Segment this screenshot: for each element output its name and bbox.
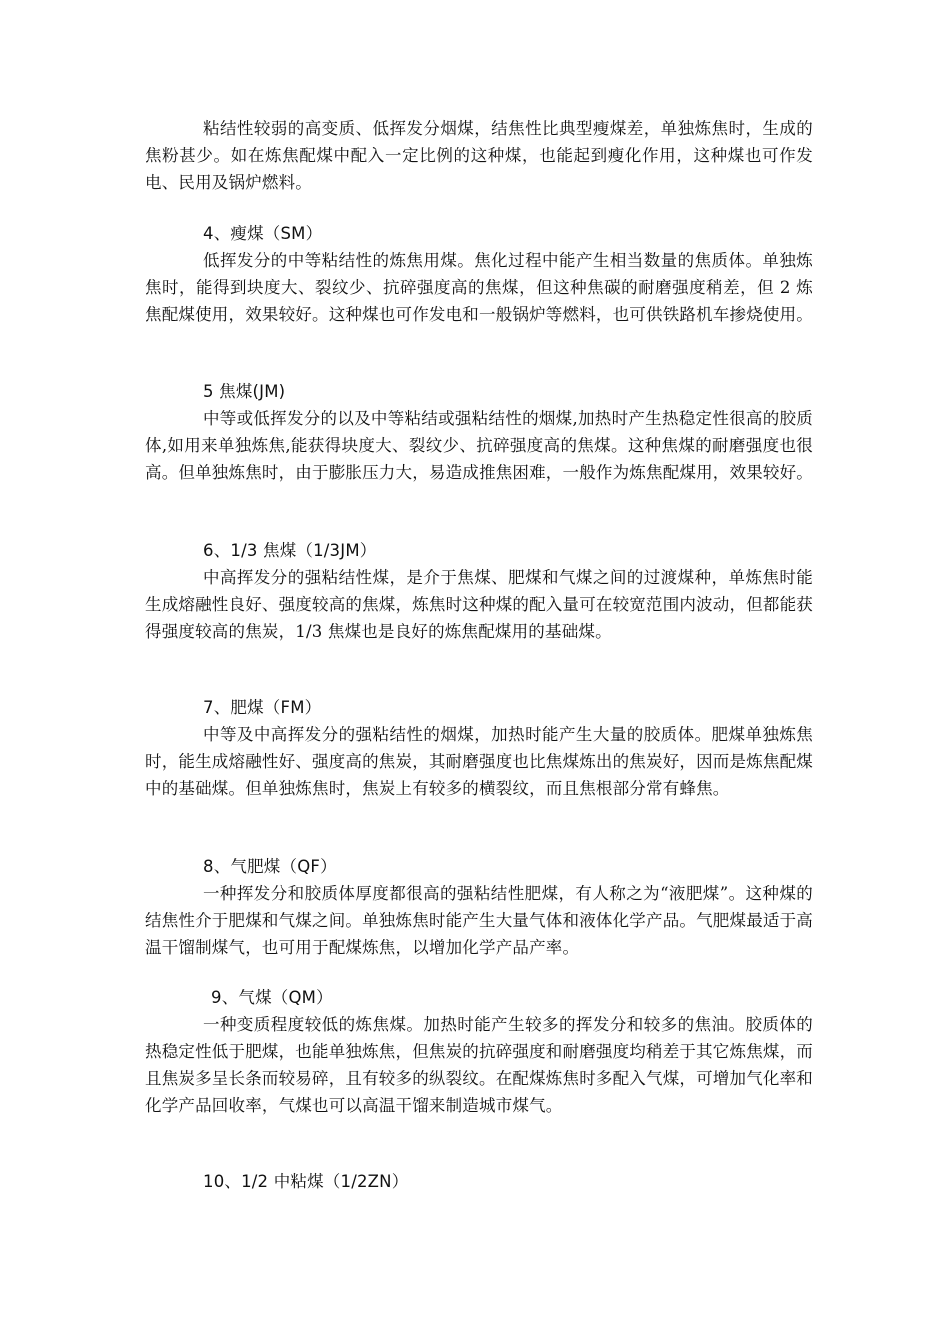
- section-heading: 7、肥煤（FM）: [203, 698, 322, 717]
- section-heading: 9、气煤（QM）: [211, 988, 333, 1007]
- section-paragraph: 一种挥发分和胶质体厚度都很高的强粘结性肥煤，有人称之为“液肥煤”。这种煤的结焦性介于肥煤和气煤之间。单独炼焦时能产生大量气体和液体化学产品。气肥煤最适于高温干馏制煤气，也可用于配煤炼焦，以增加化学产品产率。: [145, 884, 813, 957]
- section-one-third-coking-coal: [145, 537, 813, 645]
- section-paragraph: 中等及中高挥发分的强粘结性的烟煤，加热时能产生大量的胶质体。肥煤单独炼焦时，能生成熔融性好、强度高的焦炭，其耐磨强度也比焦煤炼出的焦炭好，因而是炼焦配煤中的基础煤。但单独炼焦时，焦炭上有较多的横裂纹，而且焦根部分常有蜂焦。: [145, 725, 813, 798]
- section-paragraph: 中等或低挥发分的以及中等粘结或强粘结性的烟煤,加热时产生热稳定性很高的胶质体,如用来单独炼焦,能获得块度大、裂纹少、抗碎强度高的焦煤。这种焦煤的耐磨强度也很高。但单独炼焦时，由于膨胀压力大，易造成推焦困难，一般作为炼焦配煤用，效果较好。: [145, 409, 813, 482]
- section-gas-coal: [145, 984, 813, 1119]
- section-heading: 8、气肥煤（QF）: [203, 857, 337, 876]
- section-paragraph: 低挥发分的中等粘结性的炼焦用煤。焦化过程中能产生相当数量的焦质体。单独炼焦时，能得到块度大、裂纹少、抗碎强度高的焦煤，但这种焦碳的耐磨强度稍差，但 2 炼焦配煤使用，效果较好。这种煤也可作发电和一般锅炉等燃料，也可供铁路机车掺烧使用。: [145, 251, 813, 324]
- section-heading: 5 焦煤(JM): [203, 382, 286, 401]
- section-heading: 10、1/2 中粘煤（1/2ZN）: [203, 1172, 409, 1191]
- section-paragraph: 中高挥发分的强粘结性煤，是介于焦煤、肥煤和气煤之间的过渡煤种，单炼焦时能生成熔融性良好、强度较高的焦煤，炼焦时这种煤的配入量可在较宽范围内波动，但都能获得强度较高的焦炭，1/3 焦煤也是良好的炼焦配煤用的基础煤。: [145, 568, 813, 641]
- section-paragraph: 一种变质程度较低的炼焦煤。加热时能产生较多的挥发分和较多的焦油。胶质体的热稳定性低于肥煤，也能单独炼焦，但焦炭的抗碎强度和耐磨强度均稍差于其它炼焦煤，而且焦炭多呈长条而较易碎，且有较多的纵裂纹。在配煤炼焦时多配入气煤，可增加气化率和化学产品回收率，气煤也可以高温干馏来制造城市煤气。: [145, 1015, 813, 1115]
- section-fat-coal: [145, 694, 813, 802]
- intro-block: [145, 115, 813, 196]
- section-gas-fat-coal: [145, 853, 813, 961]
- section-coking-coal: [145, 378, 813, 486]
- section-lean-coal: [145, 220, 813, 328]
- section-heading: 6、1/3 焦煤（1/3JM）: [203, 541, 377, 560]
- intro-paragraph: 粘结性较弱的高变质、低挥发分烟煤，结焦性比典型瘦煤差，单独炼焦时，生成的焦粉甚少。如在炼焦配煤中配入一定比例的这种煤，也能起到瘦化作用，这种煤也可作发电、民用及锅炉燃料。: [145, 119, 813, 192]
- section-heading: 4、瘦煤（SM）: [203, 224, 323, 243]
- section-half-medium-caking-coal: [145, 1168, 813, 1195]
